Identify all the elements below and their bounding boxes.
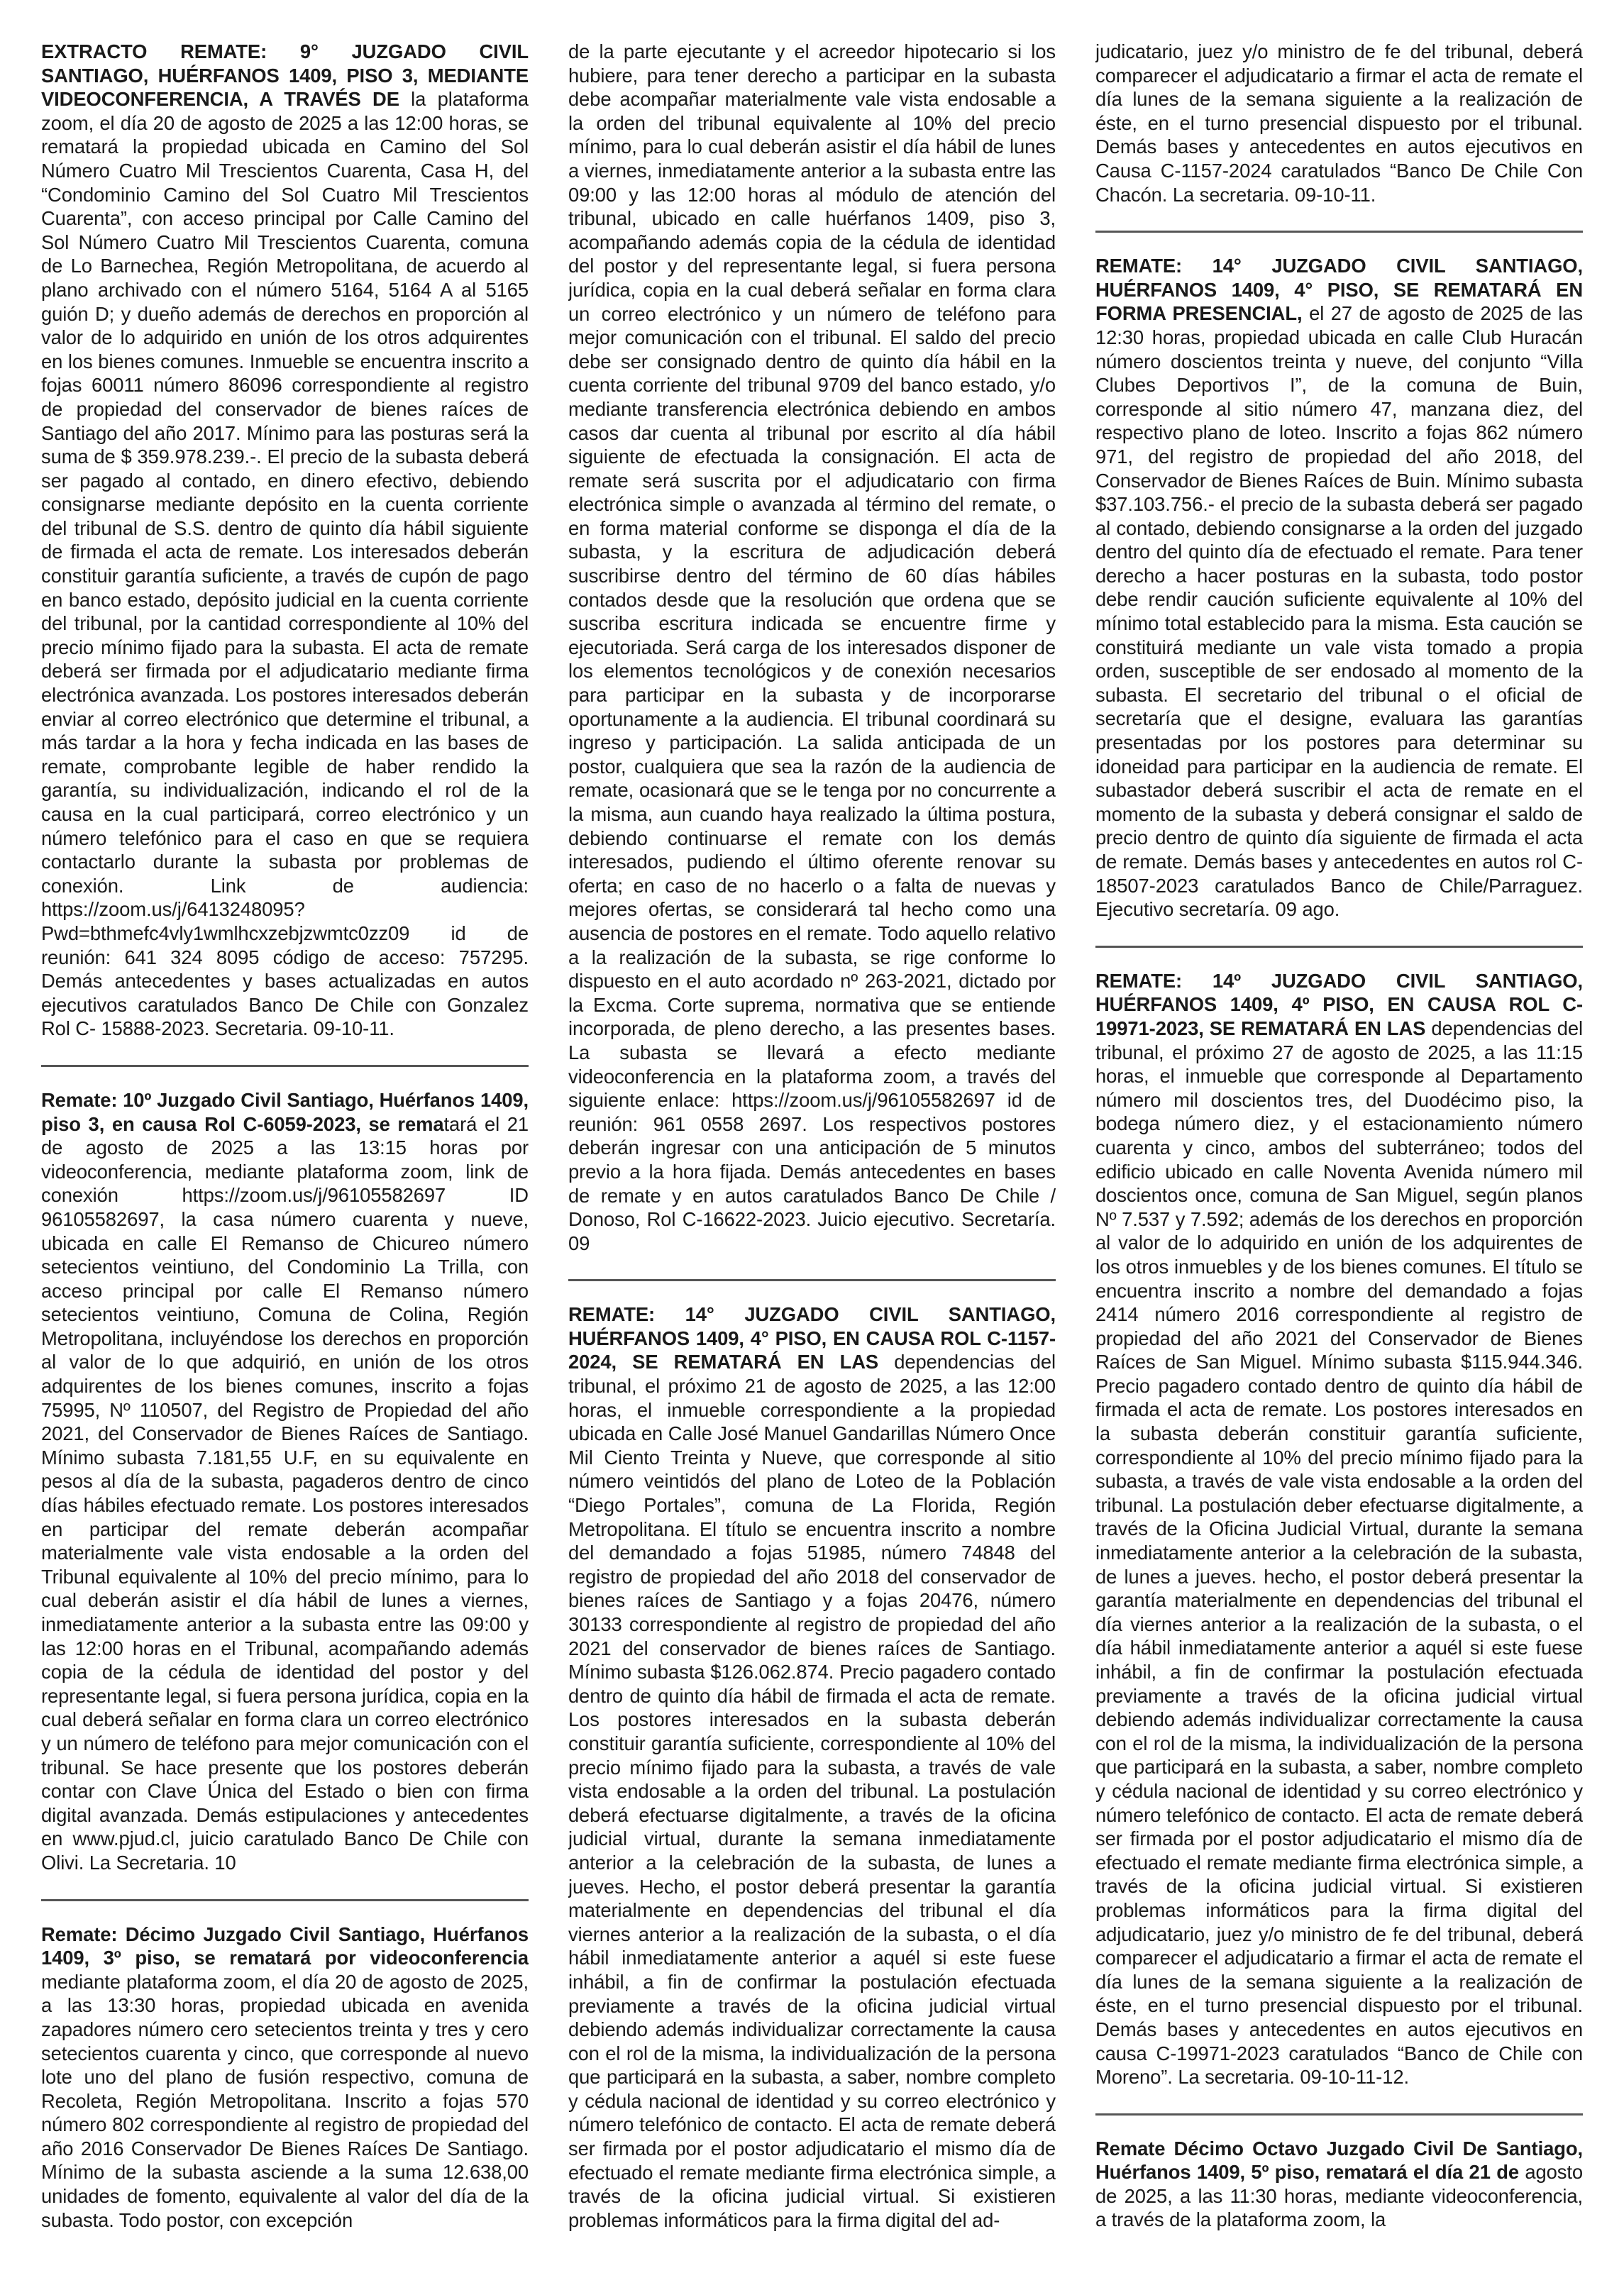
notice-continuation [1095,40,1583,206]
notice-heading: Remate Décimo Octavo Juzgado Civil De Santiago, Huérfanos 1409, 5º piso, rematará el día 21 de [1095,2137,1583,2184]
notice-body: tará el 21 de agosto de 2025 a las 13:15 horas por videoconferencia, mediante plataforma zoom, link de conexión https://zoom.us/j/96105582697 ID 96105582697, la casa número cuarenta y nueve, ubicada en calle El Remanso de Chicureo número setecientos veintiuno, del Condominio La Trilla, con acceso principal por calle El Remanso número setecientos veintiuno, Comuna de Colina, Región Metropolitana, incluyéndose los derechos en proporción al valor de lo que adquirió, en unión de los otros adquirentes de los bienes comunes, inscrito a fojas 75995, Nº 110507, del Registro de Propiedad del año 2021, del Conservador de Bienes Raíces de Santiago. Mínimo subasta 7.181,55 U.F, en su equivalente en pesos al día de la subasta, pagaderos dentro de cinco días hábiles efectuado remate. Los postores interesados en participar del remate deberán acompañar materialmente vale vista endosable a la orden del Tribunal equivalente al 10% del precio mínimo, para lo cual deberán asistir el día hábil de lunes a viernes, inmediatamente anterior a la subasta entre las 09:00 y las 12:00 horas en el Tribunal, acompañando además copia de la cédula de identidad del postor y del representante legal, si fuera persona jurídica, copia en la cual deberá señalar en forma clara un correo electrónico y un número de teléfono para mejor comunicación con el tribunal. Se hace presente que los postores deberán contar con Clave Única del Estado o bien con firma digital avanzada. Demás estipulaciones y antecedentes en www.pjud.cl, juicio caratulado Banco De Chile con Olivi. La Secretaria. 10 [41,1112,529,1874]
notice-body: agosto de 2025, a las 11:30 horas, mediante videoconferencia, a través de la plataforma zoom, la [1095,2161,1583,2231]
notice-heading: REMATE: 14° JUZGADO CIVIL SANTIAGO, HUÉRFANOS 1409, 4° PISO, SE REMATARÁ EN FORMA PRESENCIAL, [1095,255,1583,325]
notice-remate-9-juzgado [41,40,529,1041]
notice-remate-14-juzgado-c1157 [568,1303,1056,2232]
notice-body: la plataforma zoom, el día 20 de agosto de 2025 a las 12:00 horas, se rematará la propiedad ubicada en Camino del Sol Número Cuatro Mil Trescientos Cuarenta, Casa H, del “Condominio Camino del Sol Cuatro Mil Trescientos Cuarenta”, con acceso principal por Calle Camino del Sol Número Cuatro Mil Trescientos Cuarenta, comuna de Lo Barnechea, Región Metropolitana, de acuerdo al plano archivado con el número 5164, 5164 A al 5165 guión D; y dueño además de derechos en proporción al valor de lo adquirido en unión de los otros adquirentes en los bienes comunes. Inmueble se encuentra inscrito a fojas 60011 número 86096 correspondiente al registro de propiedad del conservador de bienes raíces de Santiago del año 2017. Mínimo para las posturas será la suma de $ 359.978.239.-. El precio de la subasta deberá ser pagado al contado, en dinero efectivo, debiendo consignarse mediante depósito en la cuenta corriente del tribunal de S.S. dentro de quinto día hábil siguiente de firmada el acta de remate. Los interesados deberán constituir garantía suficiente, a través de cupón de pago en banco estado, depósito judicial en la cuenta corriente del tribunal, por la cantidad correspondiente al 10% del precio mínimo fijado para la subasta. El acta de remate deberá ser firmada por el adjudicatario mediante firma electrónica avanzada. Los postores interesados deberán enviar al correo electrónico que determine el tribunal, a más tardar a la hora y fecha indicada en las bases de remate, comprobante legible de haber rendido la garantía, su individualización, indicando el rol de la causa en la cual participará, correo electrónico y un número telefónico para el caso en que se requiera contactarlo durante la subasta por problemas de conexión. Link de audiencia: https://zoom.us/j/6413248095?Pwd=bthmefc4vly1wmlhcxzebjzwmtc0zz09 id de reunión: 641 324 8095 código de acceso: 757295. Demás antecedentes y bases actualizadas en autos ejecutivos caratulados Banco De Chile con Gonzalez Rol C- 15888-2023. Secretaria. 09-10-11. [41,88,529,1040]
notice-remate-10-juzgado [41,1088,529,1875]
notice-remate-14-juzgado-c19971 [1095,969,1583,2089]
notice-remate-18-juzgado [1095,2137,1583,2232]
notice-body: de la parte ejecutante y el acreedor hipotecario si los hubiere, para tener derecho a participar en la subasta debe acompañar materialmente vale vista endosable a la orden del tribunal equivalente al 10% del precio mínimo, para lo cual deberán asistir el día hábil de lunes a viernes, inmediatamente anterior a la subasta entre las 09:00 y las 12:00 horas al módulo de atención del tribunal, ubicado en calle huérfanos 1409, piso 3, acompañando además copia de la cédula de identidad del postor y del representante legal, si fuera persona jurídica, copia en la cual deberá señalar en forma clara un correo electrónico y un número de teléfono para mejor comunicación con el tribunal. El saldo del precio debe ser consignado dentro de quinto día hábil en la cuenta corriente del tribunal 9709 del banco estado, y/o mediante transferencia electrónica debiendo en ambos casos dar cuenta al tribunal por escrito al día hábil siguiente de efectuada la consignación. El acta de remate será suscrita por el adjudicatario con firma electrónica simple o avanzada al término del remate, o en forma material conforme se disponga el día de la subasta, y la escritura de adjudicación deberá suscribirse dentro del término de 60 días hábiles contados desde que la resolución que ordena que se suscriba escritura indicada se encuentre firme y ejecutoriada. Será carga de los interesados disponer de los elementos tecnológicos y de conexión necesarios para participar en la subasta y de incorporarse oportunamente a la audiencia. El tribunal coordinará su ingreso y participación. La salida anticipada de un postor, cualquiera que sea la razón de la audiencia de remate, ocasionará que se le tenga por no concurrente a la misma, aun cuando haya realizado la última postura, debiendo continuarse el remate con los demás interesados, pudiendo el último oferente renovar su oferta; en caso de no hacerlo o a falta de nuevas y mejores ofertas, se considerará tal hecho como una ausencia de postores en el remate. Todo aquello relativo a la realización de la subasta, se rige conforme lo dispuesto en el auto acordado nº 263-2021, dictado por la Excma. Corte suprema, normativa que se entiende incorporada, de pleno derecho, a las presentes bases. La subasta se llevará a efecto mediante videoconferencia en la plataforma zoom, a través del siguiente enlace: https://zoom.us/j/96105582697 id de reunión: 961 0558 2697. Los respectivos postores deberán ingresar con una anticipación de 5 minutos previo a la hora fijada. Demás antecedentes en bases de remate y en autos caratulados Banco De Chile / Donoso, Rol C-16622-2023. Juicio ejecutivo. Secretaría. 09 [568,40,1056,1254]
column-1 [41,40,529,2245]
notice-divider [1095,946,1583,948]
notice-body: mediante plataforma zoom, el día 20 de agosto de 2025, a las 13:30 horas, propiedad ubicada en avenida zapadores número cero setecientos treinta y tres y cero setecientos cuarenta y cinco, que corresponde al nuevo lote uno del plano de fusión respectivo, comuna de Recoleta, Región Metropolitana. Inscrito a fojas 570 número 802 correspondiente al registro de propiedad del año 2016 Conservador De Bienes Raíces De Santiago. Mínimo de la subasta asciende a la suma 12.638,00 unidades de fomento, equivalente al valor del día de la subasta. Todo postor, con excepción [41,1970,529,2231]
notice-divider [1095,231,1583,233]
column-3 [1095,40,1583,2245]
notice-body: judicatario, juez y/o ministro de fe del tribunal, deberá comparecer el adjudicatario a firmar el acta de remate el día lunes de la semana siguiente a la realización de éste, en el turno presencial dispuesto por el tribunal. Demás bases y antecedentes en autos ejecutivos en Causa C-1157-2024 caratulados “Banco De Chile Con Chacón. La secretaria. 09-10-11. [1095,40,1583,206]
notice-remate-decimo-juzgado [41,1923,529,2233]
notice-heading: Remate: 10º Juzgado Civil Santiago, Huérfanos 1409, piso 3, en causa Rol C-6059-2023, se rema [41,1088,529,1135]
notice-divider [41,1899,529,1901]
notice-heading: Remate: Décimo Juzgado Civil Santiago, Huérfanos 1409, 3º piso, se rematará por videoconferencia [41,1923,529,1969]
notice-divider [41,1065,529,1067]
notice-body: el 27 de agosto de 2025 de las 12:30 horas, propiedad ubicada en calle Club Huracán número doscientos treinta y nueve, del conjunto “Villa Clubes Deportivos I”, de la comuna de Buin, corresponde al sitio número 47, manzana diez, del respectivo plano de loteo. Inscrito a fojas 862 número 971, del registro de propiedad del año 2018, del Conservador de Bienes Raíces de Buin. Mínimo subasta $37.103.756.- el precio de la subasta deberá ser pagado al contado, debiendo consignarse a la orden del juzgado dentro del quinto día de efectuado el remate. Para tener derecho a hacer posturas en la subasta, todo postor debe rendir caución suficiente equivalente al 10% del mínimo total establecido para la misma. Esta caución se constituirá mediante un vale vista tomado a propia orden, susceptible de ser endosado al momento de la subasta. El secretario del tribunal o el oficial de secretaría que el designe, evaluara las garantías presentadas por los postores para determinar su idoneidad para participar en la audiencia de remate. El subastador deberá suscribir el acta de remate en el momento de la subasta y deberá consignar el saldo de precio dentro de quinto día siguiente de firmada el acta de remate. Demás bases y antecedentes en autos rol C-18507-2023 caratulados Banco de Chile/Parraguez. Ejecutivo secretaría. 09 ago. [1095,302,1583,921]
notice-divider [568,1279,1056,1281]
notice-remate-14-juzgado-presencial [1095,254,1583,922]
notice-heading: REMATE: 14º JUZGADO CIVIL SANTIAGO, HUÉRFANOS 1409, 4º PISO, EN CAUSA ROL C-19971-2023, SE REMATARÁ EN LAS [1095,969,1583,1039]
notice-body: dependencias del tribunal, el próximo 21 de agosto de 2025, a las 12:00 horas, el inmueble correspondiente a la propiedad ubicada en Calle José Manuel Gandarillas Número Once Mil Ciento Treinta y Nueve, que corresponde al sitio número veintidós del plano de Loteo de la Población “Diego Portales”, comuna de La Florida, Región Metropolitana. El título se encuentra inscrito a nombre del demandado a fojas 51985, número 74848 del registro de propiedad del año 2018 del conservador de bienes raíces de Santiago y a fojas 20476, número 30133 correspondiente al registro de propiedad del año 2021 del conservador de bienes raíces de Santiago. Mínimo subasta $126.062.874. Precio pagadero contado dentro de quinto día hábil de firmada el acta de remate. Los postores interesados en la subasta deberán constituir garantía suficiente, correspondiente al 10% del precio mínimo fijado para la subasta, a través de vale vista endosable a la orden del tribunal. La postulación deberá efectuarse digitalmente, a través de la oficina judicial virtual, durante la semana inmediatamente anterior a la celebración de la subasta, de lunes a jueves. Hecho, el postor deberá presentar la garantía materialmente en dependencias del tribunal el día viernes anterior a la realización de la subasta, o el día hábil inmediatamente anterior a aquél si este fuese inhábil, a fin de confirmar la postulación efectuada previamente a través de la oficina judicial virtual debiendo además individualizar correctamente la causa con el rol de la misma, la individualización de la persona que participará en la subasta, a saber, nombre completo y cédula nacional de identidad y su correo electrónico y número telefónico de contacto. El acta de remate deberá ser firmada por el postor adjudicatario el mismo día de efectuado el remate mediante firma electrónica simple, a través de la oficina judicial virtual. Si existieren problemas informáticos para la firma digital del ad- [568,1351,1056,2231]
notice-continuation [568,40,1056,1255]
column-2 [568,40,1056,2245]
notice-heading: REMATE: 14° JUZGADO CIVIL SANTIAGO, HUÉRFANOS 1409, 4° PISO, EN CAUSA ROL C-1157-2024, SE REMATARÁ EN LAS [568,1303,1056,1373]
notice-body: dependencias del tribunal, el próximo 27 de agosto de 2025, a las 11:15 horas, el inmueble que corresponde al Departamento número mil doscientos tres, del Duodécimo piso, la bodega número diez, y el estacionamiento número cuarenta y cinco, ambos del subterráneo; todos del edificio ubicado en calle Noventa Avenida número mil doscientos once, comuna de San Miguel, según planos Nº 7.537 y 7.592; además de los derechos en proporción al valor de lo adquirido en unión de los adquirentes de los otros inmuebles y de los bienes comunes. El título se encuentra inscrito a nombre del demandado a fojas 2414 número 2016 correspondiente al registro de propiedad del año 2021 del Conservador de Bienes Raíces de San Miguel. Mínimo subasta $115.944.346. Precio pagadero contado dentro de quinto día hábil de firmada el acta de remate. Los postores interesados en la subasta deberán constituir garantía suficiente, correspondiente al 10% del precio mínimo fijado para la subasta, a través de vale vista endosable a la orden del tribunal. La postulación deber efectuarse digitalmente, a través de la Oficina Judicial Virtual, durante la semana inmediatamente anterior a la celebración de la subasta, de lunes a jueves. hecho, el postor deberá presentar la garantía materialmente en dependencias del tribunal el día viernes anterior a la realización de la subasta, o el día hábil inmediatamente anterior a aquél si este fuese inhábil, a fin de confirmar la postulación efectuada previamente a través de la oficina judicial virtual debiendo además individualizar correctamente la causa con el rol de la misma, la individualización de la persona que participará en la subasta, a saber, nombre completo y cédula nacional de identidad y su correo electrónico y número telefónico de contacto. El acta de remate deberá ser firmada por el postor adjudicatario el mismo día de efectuado el remate mediante firma electrónica simple, a través de la oficina judicial virtual. Si existieren problemas informáticos para la firma digital del adjudicatario, juez y/o ministro de fe del tribunal, deberá comparecer el adjudicatario a firmar el acta de remate el día lunes de la semana siguiente a la realización de éste, en el turno presencial dispuesto por el tribunal. Demás bases y antecedentes en autos ejecutivos en causa C-19971-2023 caratulados “Banco de Chile con Moreno”. La secretaria. 09-10-11-12. [1095,1017,1583,2089]
notice-divider [1095,2113,1583,2116]
notice-heading: EXTRACTO REMATE: 9° JUZGADO CIVIL SANTIAGO, HUÉRFANOS 1409, PISO 3, MEDIANTE VIDEOCONFERENCIA, A TRAVÉS DE [41,40,529,111]
